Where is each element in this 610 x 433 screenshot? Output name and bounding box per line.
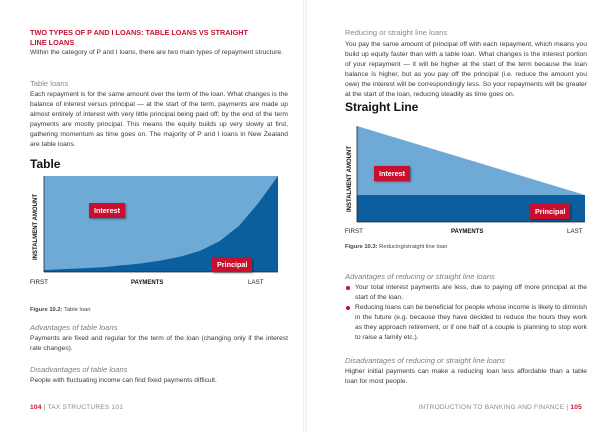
straight-line-chart (343, 122, 587, 240)
figure-10-2-text: Table loan (64, 307, 91, 313)
bullet-icon (346, 306, 350, 310)
left-heading (30, 28, 290, 48)
figure-10-3-caption (345, 244, 448, 250)
table-adv-text: Payments are fixed and regular for the term of the loan (changing only if the interest rate changes). (30, 335, 288, 352)
list-item-text: Your total interest payments are less, due to paying off more principal at the start of the loan. (355, 284, 587, 301)
table-disadv-text: People with fluctuating income can find fixed payments difficult. (30, 377, 217, 384)
bullet-icon (346, 286, 350, 290)
straight-x-tick-last: LAST (567, 228, 583, 235)
list-item (345, 283, 587, 303)
left-intro: Within the category of P and I loans, there are two main types of repayment structure. (30, 49, 284, 56)
table-x-axis-label: PAYMENTS (131, 280, 164, 286)
table-loans-text: Each repayment is for the same amount over the term of the loan. What changes is the balance of interest versus principal — at the start of the term, payments are made up almost entirely of interest with very little principal being paid off; by the end of the term payments are mostly principal. This means the equity builds up very slowly at first, gathering momentum as time goes on. The majority of P and I loans in New Zealand are table loans. (30, 91, 288, 148)
left-footer-separator: | (43, 404, 46, 411)
table-x-tick-first: FIRST (30, 279, 48, 286)
figure-10-3-text: Reducing/straight line loan (379, 244, 448, 250)
right-footer-title: INTRODUCTION TO BANKING AND FINANCE (418, 404, 565, 411)
straight-line-heading: Reducing or straight line loans (345, 28, 448, 37)
right-footer-separator: | (566, 404, 569, 411)
figure-10-2-label: Figure 10.2: (30, 307, 63, 313)
left-heading-line-2: LINE LOANS (30, 38, 75, 47)
table-principal-label: Principal (212, 257, 252, 272)
straight-principal-label: Principal (530, 204, 570, 219)
figure-10-3-label: Figure 10.3: (345, 244, 378, 250)
straight-adv-heading: Advantages of reducing or straight line loans (345, 272, 495, 281)
table-chart (28, 172, 280, 292)
straight-x-tick-first: FIRST (345, 228, 363, 235)
list-item (345, 303, 587, 343)
table-interest-label: Interest (89, 203, 125, 218)
straight-disadv-text: Higher initial payments can make a reducing loan less affordable than a table loan for most people. (345, 368, 587, 385)
left-heading-line-1: TWO TYPES OF P AND I LOANS: TABLE LOANS VS STRAIGHT (30, 28, 248, 37)
right-page (305, 0, 610, 433)
right-page-number: 105 (570, 404, 582, 411)
table-disadv-heading: Disadvantages of table loans (30, 365, 128, 374)
figure-10-2-caption (30, 307, 91, 313)
straight-line-text: You pay the same amount of principal off with each repayment, which means you build up equity faster than with a table loan. What changes is the interest portion of your repayment — it will be higher at the start of the term because the loan balance is higher, but as you pay off the principal (i.e. reduce the amount you owe) the interest will be correspondingly less. So your repayments will be greater at the start of the loan, reducing steadily as time goes on. (345, 41, 587, 98)
straight-adv-list (345, 283, 587, 343)
table-loans-heading: Table loans (30, 79, 69, 88)
straight-line-chart-title: Straight Line (345, 100, 419, 114)
list-item-text: Reducing loans can be beneficial for people whose income is likely to diminish in the future (e.g. because they have decided to reduce the hours they work as they approach retirement, or if one half of a couple is planning to stop work to raise a family etc.). (355, 304, 587, 341)
table-chart-title: Table (30, 157, 61, 171)
table-y-axis-label: INSTALMENT AMOUNT (33, 194, 39, 260)
straight-x-axis-label: PAYMENTS (451, 229, 484, 235)
table-adv-heading: Advantages of table loans (30, 323, 118, 332)
straight-interest-label: Interest (374, 166, 410, 181)
left-page-number: 104 (30, 404, 42, 411)
straight-interest-area (357, 126, 585, 195)
straight-disadv-heading: Disadvantages of reducing or straight line loans (345, 356, 505, 365)
left-footer-title: TAX STRUCTURES 101 (47, 404, 124, 411)
table-x-tick-last: LAST (248, 279, 264, 286)
left-footer (30, 404, 123, 411)
right-footer (418, 404, 582, 411)
straight-y-axis-label: INSTALMENT AMOUNT (347, 146, 353, 212)
